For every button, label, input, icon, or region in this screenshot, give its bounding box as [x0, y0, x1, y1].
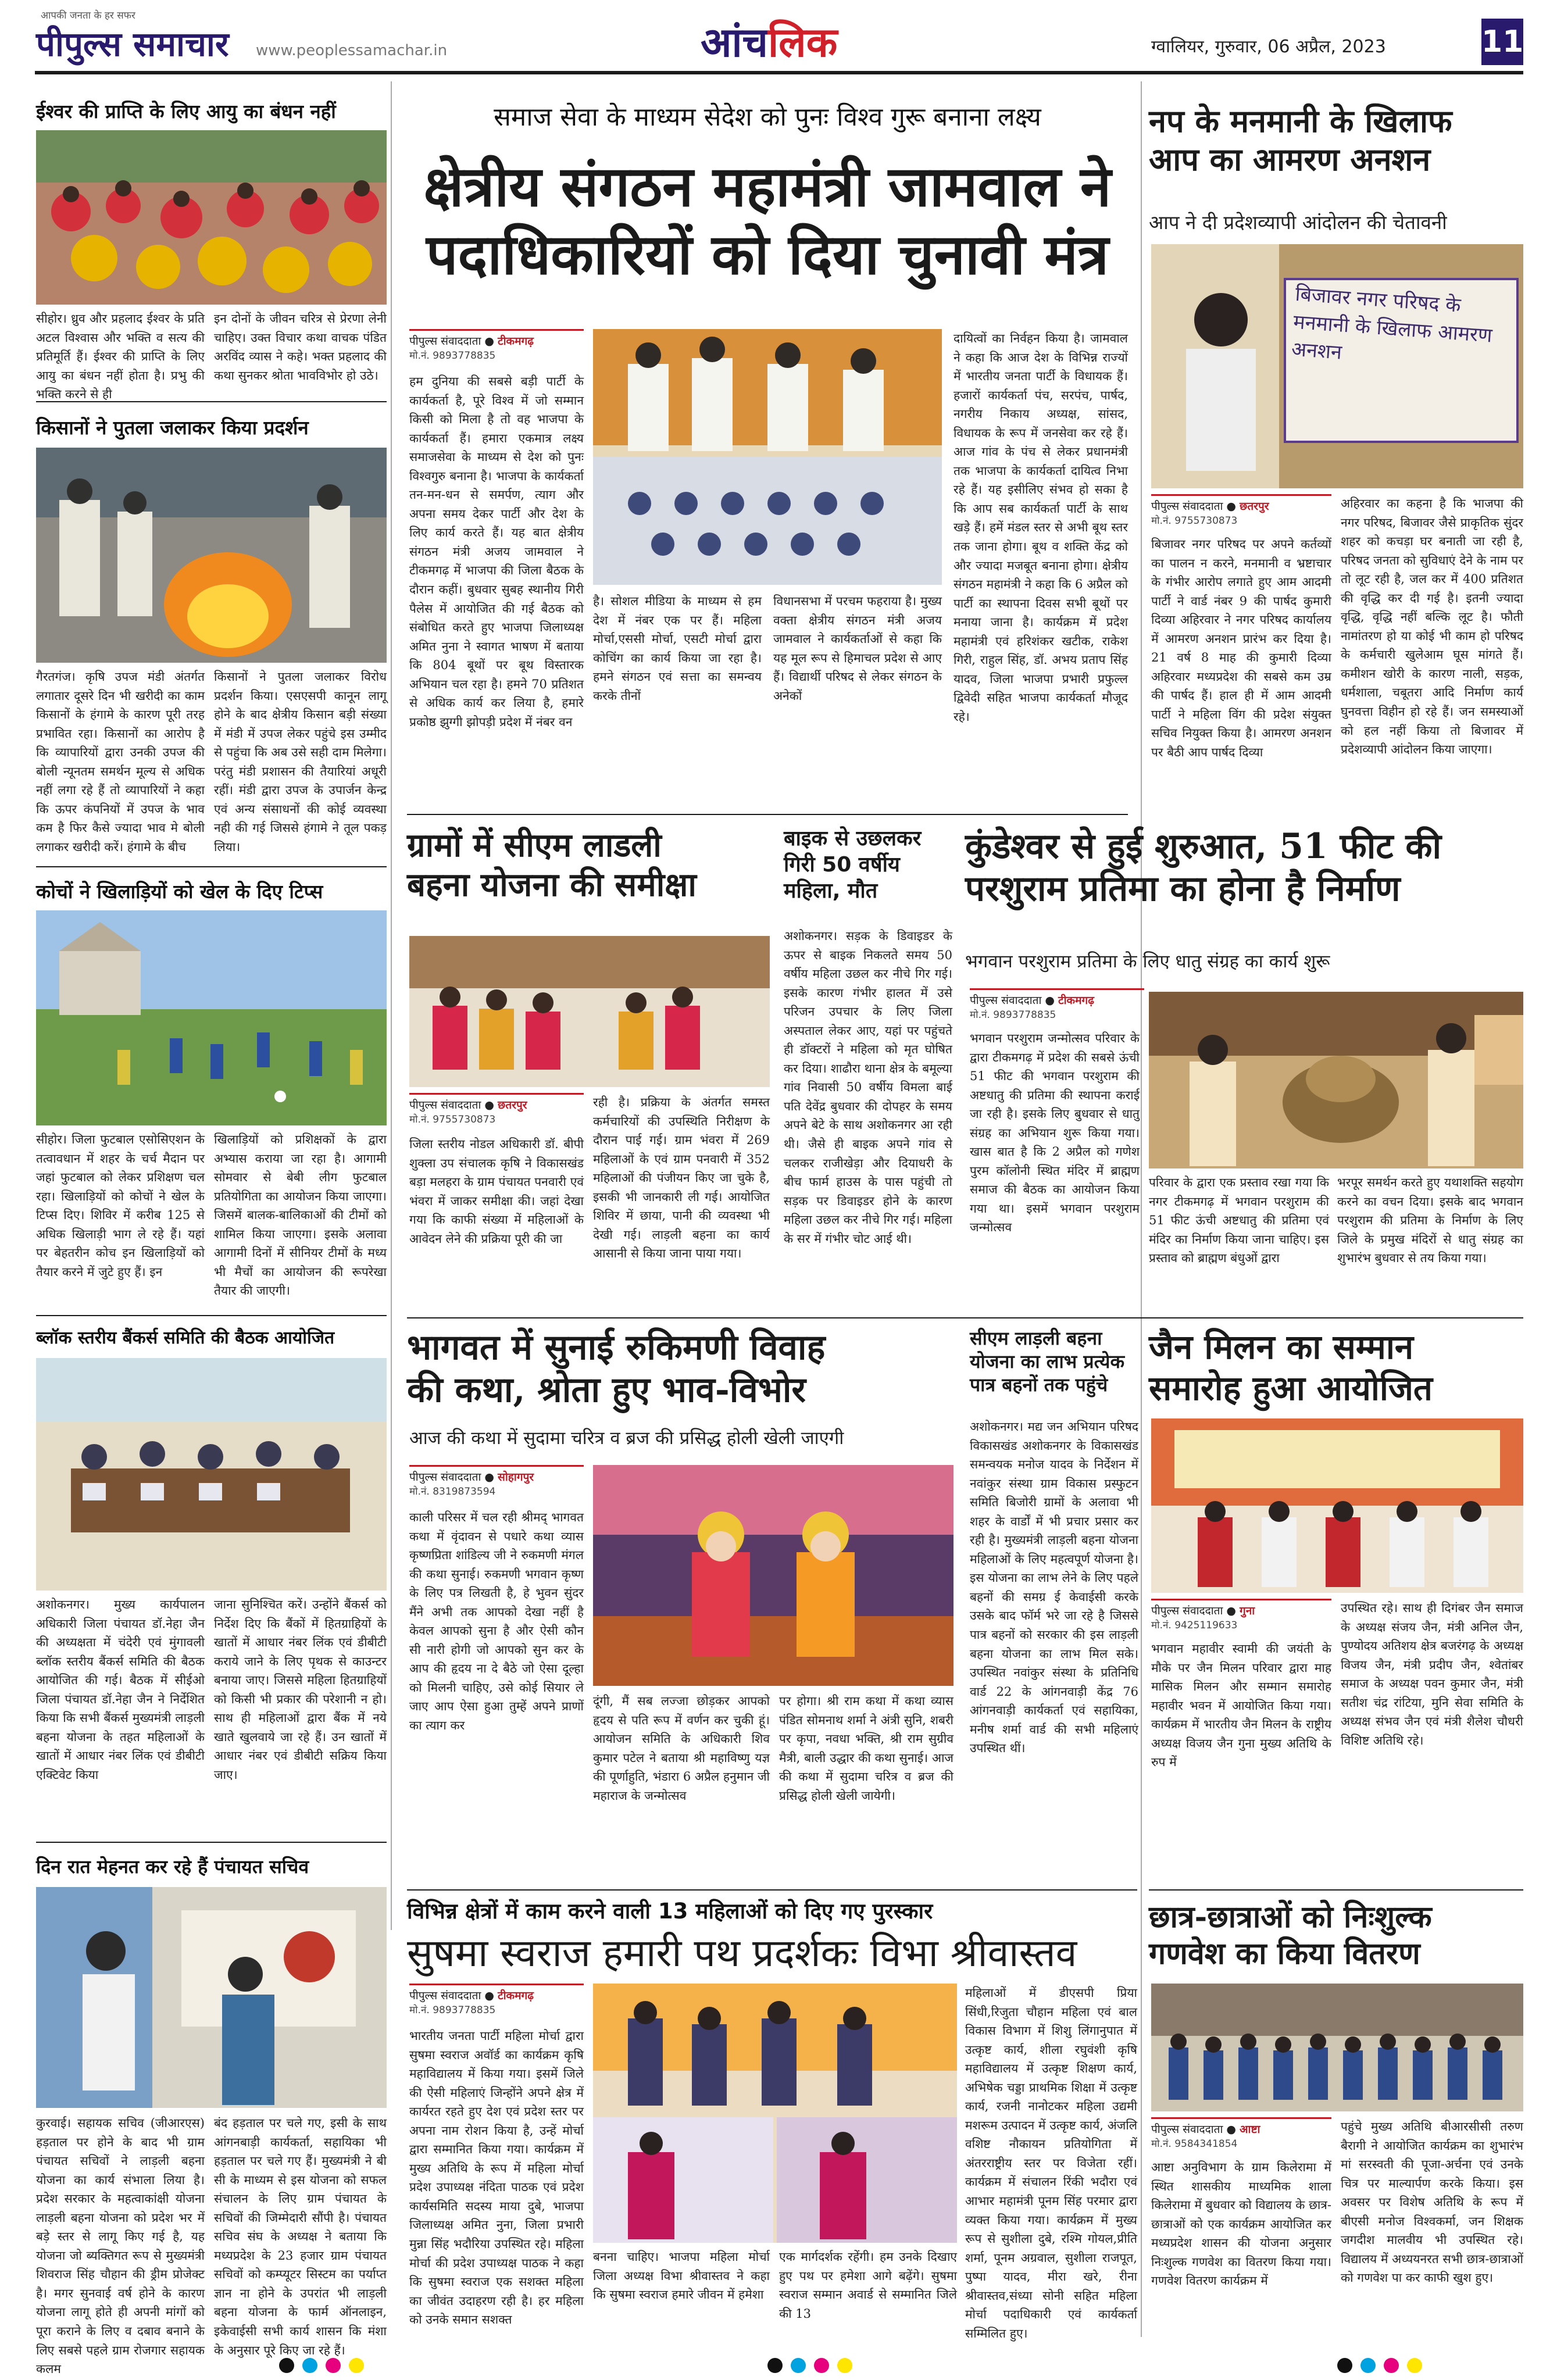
- headline-line-1: कुंडेश्वर से हुई शुरुआत, 51 फीट की: [965, 826, 1442, 867]
- article-headline[interactable]: [407, 826, 779, 905]
- byline-mobile: मो.नं. 9584341854: [1151, 2138, 1238, 2150]
- article-text: सीहोर। जिला फुटबाल एसोसिएशन के तत्वावधान में शहर के चर्च मैदान पर जहां फुटबाल को लेकर प्रशिक्षण चल रहा। खिलाड़ियों को कोचों ने खेल के टिप्स दिए। शिविर में करीब 125 से अधिक खिलाड़ी भाग ले रहे हैं। यहां पर बेहतरीन कोच इन खिलाड़ियों को तैयार करने में जुटे हुए हैं। इन: [36, 1132, 205, 1279]
- byline-mobile: मो.नं. 9893778835: [409, 350, 496, 362]
- article-text: कुरवाई। सहायक सचिव (जीआरएस) हड़ताल पर होने के बाद भी ग्राम पंचायत सचिवों ने लाड़ली बहना योजना का कार्य संभाला लिया है। प्रदेश सरकार के महत्वाकांक्षी योजना लाड़ली बहना योजना को प्रदेश भर में बड़े स्तर से लागू किए गई है, यह योजना जो ब्यक्तिगत रूप से मुख्यमंत्री शिवराज सिंह चौहान की ड्रीम प्रोजेक्ट है। मगर सुनवाई वर्ष होने के कारण योजना लागू होते ही अपनी मांगों को पूरा कराने के लिए व दबाव बनाने के लिए सबसे पहले ग्राम रोजगार सहायक कलम: [36, 2116, 205, 2377]
- byline-mobile: मो.नं. 9893778835: [970, 1009, 1056, 1021]
- photo-jain-milan-stage: [1151, 1418, 1523, 1593]
- headline-line-1: बाइक से उछलकर: [784, 827, 922, 850]
- article-divider: [407, 814, 1128, 815]
- lead-headline[interactable]: [407, 152, 1128, 288]
- article-text: अहिरवार का कहना है कि भाजपा की नगर परिषद, बिजावर जैसे प्राकृतिक सुंदर शहर को कचड़ा घर बनाती जा रही है, परिषद जनता को सुविधाएं देने के नाम पर तो लूट रही है, जल कर में 400 प्रतिशत की वृद्धि कर दी गई है। इतनी ज्यादा वृद्धि, वृद्धि नहीं बल्कि लूट है। फौती नामांतरण हो या कोई भी काम हो परिषद के कर्मचारी खुलेआम घूस मांगते हैं। कमीशन खोरी के कारण नाली, सड़क, धर्मशाला, चबूतरा आदि निर्माण कार्य घुनवत्ता विहीन हो रहे हैं। जन समस्याओं को हल नहीं किया तो बिजावर में प्रदेशव्यापी आंदोलन किया जाएगा।: [1341, 496, 1523, 757]
- byline-desk: पीपुल्स संवाददाता: [1151, 500, 1223, 513]
- headline-line-1: सीएम लाड़ली बहना: [970, 1327, 1102, 1349]
- article-text: दूंगी, मैं सब लज्जा छोड़कर आपको हृदय से पति रूप में वर्णन कर चुकी हूं। आयोजन समिति के अधिकारी शिव कुमार पटेल ने बताया श्री महाविष्णु यज्ञ की पूर्णाहुति, भंडारा 6 अप्रैल हनुमान जी महाराज के जन्मोत्सव: [593, 1694, 770, 1803]
- photo-panchayat-secretaries: [36, 1887, 387, 2108]
- article-headline[interactable]: किसानों ने पुतला जलाकर किया प्रदर्शन: [36, 416, 309, 439]
- byline-mobile: मो.नं. 9755730873: [1151, 515, 1238, 527]
- byline-desk: पीपुल्स संवाददाता: [970, 994, 1042, 1007]
- photo-football-practice: [36, 910, 387, 1125]
- headline-line-3: पात्र बहनों तक पहुंचे: [970, 1374, 1108, 1396]
- article-divider: [36, 866, 387, 867]
- byline-place: टीकमगढ़: [498, 1989, 534, 2002]
- article-subheadline: आप ने दी प्रदेशव्यापी आंदोलन की चेतावनी: [1149, 211, 1447, 234]
- article-divider: [36, 1315, 387, 1316]
- article-text: भगवान महावीर स्वामी की जयंती के मौके पर जैन मिलन परिवार द्वारा माह मासिक मिलन और सम्मान समारोह महावीर भवन में आयोजित किया गया। कार्यक्रम में भारतीय जैन मिलन के राष्ट्रीय अध्यक्ष विजय जैन गुना मुख्य अतिथि के रुप में: [1151, 1642, 1331, 1770]
- section-title-part-1: आंच: [701, 18, 768, 66]
- article-text: बनना चाहिए। भाजपा महिला मोर्चा जिला अध्यक्ष विभा श्रीवास्तव ने कहा कि सुषमा स्वराज हमारे जीवन में हमेशा: [593, 2250, 770, 2302]
- registration-mark: [1384, 2358, 1399, 2373]
- article-text: पर होगा। श्री राम कथा में कथा व्यास पंडित सोमनाथ शर्मा ने अंत्री सुनि, शबरी पर कृपा, नवधा भक्ति, श्री राम सुग्रीव मैत्री, बाली उद्धार की कथा सुनाई। आज की कथा में सुदामा चरित्र व ब्रज की प्रसिद्ध होली खेली जायेगी।: [779, 1694, 954, 1803]
- headline-line-2: की कथा, श्रोता हुए भाव-विभोर: [407, 1370, 806, 1411]
- article-divider: [407, 1889, 1137, 1891]
- article-text: इन दोनों के जीवन चरित्र से प्रेरणा लेनी चाहिए। उक्त विचार कथा वाचक पंडित अरविंद व्यास ने कहे। भक्त प्रहलाद की कथा सुनकर श्रोता भावविभोर हो उठे।: [214, 312, 387, 383]
- headline-line-1: जैन मिलन का सम्मान: [1149, 1327, 1414, 1367]
- article-headline[interactable]: [407, 1327, 954, 1411]
- masthead-tagline: आपकी जनता के हर सफर: [41, 10, 135, 22]
- article-byline: पीपुल्स संवाददाता ● छतरपुर मो.नं. 9755730873: [1151, 494, 1331, 527]
- column-divider: [391, 81, 392, 1930]
- article-headline[interactable]: [1149, 1899, 1523, 1972]
- byline-place: टीकमगढ़: [498, 335, 534, 348]
- page-number: 11: [1481, 19, 1523, 65]
- registration-mark: [279, 2358, 294, 2373]
- headline-line-1: नप के मनमानी के खिलाफ: [1149, 102, 1452, 140]
- photo-effigy-burning: [36, 448, 387, 663]
- article-text: विधानसभा में परचम फहराया है। मुख्य वक्ता क्षेत्रीय संगठन मंत्री अजय जामवाल ने कार्यकर्ताओं से कहा कि यह मूल रूप से हिमाचल प्रदेश से आए हैं। विद्यार्थी परिषद से लेकर संगठन के अनेकों: [773, 594, 942, 703]
- article-text: बिजावर नगर परिषद पर अपने कर्तव्यों का पालन न करने, मनमानी व भ्रष्टाचार के गंभीर आरोप लगाते हुए आम आदमी पार्टी ने वार्ड नंबर 9 की पार्षद कुमारी दिव्या अहिरवार ने नगर परिषद कार्यालय में आमरण अनशन प्रारंभ कर दिया है। 21 वर्ष 8 माह की कुमारी दिव्या अहिरवार मध्यप्रदेश की सबसे कम उम्र की पार्षद हैं। हाल ही में आम आदमी पार्टी ने महिला विंग की प्रदेश संयुक्त सचिव नियुक्त किया है। आमरण अनशन पर बैठी आप पार्षद दिव्या: [1151, 537, 1331, 760]
- article-headline[interactable]: ब्लॉक स्तरीय बैंकर्स समिति की बैठक आयोजित: [36, 1328, 335, 1348]
- photo-ladli-behna-review: [409, 936, 770, 1087]
- byline-mobile: मो.नं. 9755730873: [409, 1114, 496, 1125]
- article-text: अशोकनगर। मद्य जन अभियान परिषद विकासखंड अशोकनगर के विकासखंड समन्वयक मनोज यादव के निर्देशन में नवांकुर संस्था ग्राम विकास प्रस्फुटन समिति बिजोरी ग्रामों के अलावा भी शहर के वार्डों में भी प्रचार प्रसार कर रही है। मुख्यमंत्री लाड़ली बहना योजना महिलाओं के लिए महत्वपूर्ण योजना है। इस योजना का लाभ लेने के लिए पहले बहनों की समग्र ई केवाईसी करके उसके बाद फॉर्म भरे जा रहे है जिससे पात्र बहनों को सरकार की इस लाड़ली बहना योजना का लाभ मिल सके। उपस्थित नवांकुर संस्था के प्रतिनिधि वार्ड 22 के आंगनवाड़ी केंद्र 76 आंगनवाड़ी कार्यकर्ता एवं सहायिका, मनीष शर्मा वार्ड की सभी महिलाएं उपस्थित थीं।: [970, 1420, 1138, 1756]
- article-text: जाना सुनिश्चित करें। उन्होंने बैंकर्स को निर्देश दिए कि बैंकों में हितग्राहियों के खातों में आधार नंबर लिंक एवं डीबीटी कराये जाने के लिए पृथक से काउन्टर बनाया जाए। जिससे महिला हितग्राहियों को किसी भी प्रकार की परेशानी न हो। साथ ही महिलाओं द्वारा बैंक में नये खाते खुलवाये जा रहे हैं। उन खातों में आधार नंबर एवं डीबीटी सक्रिय किया जाए।: [214, 1598, 387, 1782]
- article-byline: पीपुल्स संवाददाता ● सोहागपुर मो.नं. 8319873594: [409, 1465, 584, 1498]
- article-byline: पीपुल्स संवाददाता ● टीकमगढ़ मो.नं. 9893778835: [970, 988, 1144, 1021]
- headline-line-2: समारोह हुआ आयोजित: [1149, 1368, 1433, 1408]
- byline-place: टीकमगढ़: [1058, 994, 1094, 1007]
- article-text: अशोकनगर। मुख्य कार्यपालन अधिकारी जिला पंचायत डॉ.नेहा जैन की अध्यक्षता में चंदेरी एवं मुंगावली ब्लॉक स्तरीय बैंकर्स समिति की बैठक आयोजित की गई। बैठक में सीईओ जिला पंचायत डॉ.नेहा जैन ने निर्देशित किया कि सभी बैंकर्स मुख्यमंत्री लाड़ली बहना योजना के तहत महिलाओं के खातों में आधार नंबर लिंक एवं डीबीटी एक्टिवेट किया: [36, 1598, 205, 1782]
- photo-bankers-meeting: [36, 1358, 387, 1591]
- article-headline[interactable]: कोचों ने खिलाड़ियों को खेल के दिए टिप्स: [36, 880, 323, 903]
- byline-mobile: मो.नं. 9893778835: [409, 2004, 496, 2016]
- article-byline: पीपुल्स संवाददाता ● गुना मो.नं. 9425119633: [1151, 1599, 1331, 1631]
- byline-place: गुना: [1240, 1604, 1255, 1617]
- lead-headline-line-2: पदाधिकारियों को दिया चुनावी मंत्र: [426, 221, 1109, 288]
- article-headline[interactable]: [965, 826, 1523, 910]
- byline-desk: पीपुल्स संवाददाता: [1151, 2123, 1223, 2136]
- bottom-headline[interactable]: सुषमा स्वराज हमारी पथ प्रदर्शकः विभा श्रीवास्तव: [407, 1931, 1077, 1975]
- registration-mark: [1337, 2358, 1352, 2373]
- byline-place: सोहागपुर: [498, 1471, 534, 1484]
- byline-desk: पीपुल्स संवाददाता: [409, 335, 481, 348]
- article-text: जिला स्तरीय नोडल अधिकारी डॉ. बीपी शुक्ला उप संचालक कृषि ने विकासखंड बड़ा मलहरा के ग्राम पंचायत पनवारी एवं भंवरा में जाकर समीक्षा की। जहां देखा गया कि काफी संख्या में महिलाओं के आवेदन लेने की प्रक्रिया पूरी की जा: [409, 1137, 584, 1246]
- article-text: महिलाओं में डीएसपी प्रिया सिंधी,रिजुता चौहान महिला एवं बाल विकास विभाग में शिशु लिंगानुपात में उत्कृष्ट कार्य, शीला रघुवंशी कृषि महाविद्यालय में उत्कृष्ट शिक्षण कार्य, अभिषेक चड्डा प्राथमिक शिक्षा में उत्कृष्ट कार्य, रजनी नानोटकर महिला उद्यमी मशरूम उत्पादन में उत्कृष्ट कार्य, अंजलि वशिष्ट नौकायन प्रतियोगिता में अंतरराष्ट्रीय स्तर पर विजेता रहीं। कार्यक्रम में संचालन रिंकी भदौरा एवं आभार महामंत्री पूनम सिंह परमार द्वारा व्यक्त किया गया। कार्यक्रम में मुख्य रूप से सुशीला दुबे, रश्मि गोयल,प्रीति शर्मा, पूनम अग्रवाल, सुशीला राजपूत, पुष्पा यादव, मीरा खरे, रीना श्रीवास्तव,संध्या सोनी सहित महिला मोर्चा पदाधिकारी एवं कार्यकर्ता सम्मिलित हुए।: [965, 1986, 1137, 2340]
- masthead-logo[interactable]: पीपुल्स समाचार: [36, 24, 229, 64]
- photo-bjp-meeting: [593, 329, 942, 585]
- headline-line-1: छात्र-छात्राओं को निःशुल्क: [1149, 1899, 1432, 1935]
- article-divider: [36, 1842, 387, 1843]
- article-text: काली परिसर में चल रही श्रीमद् भागवत कथा में वृंदावन से पधारे कथा व्यास कृष्णप्रिता शांडिल्य जी ने रुकमणी मंगल की कथा सुनाई। रुकमणी भगवान कृष्ण के लिए पत्र लिखती है, हे भुवन सुंदर मैंने अभी तक आपको देखा नहीं है केवल आपको सुना है और ऐसी कौन सी नारी होगी जो आपको सुन कर के आप की हृदय ना दे बैठे जो ऐसा दूल्हा को मिलनी चाहिए, उसे कोई सियार ले जाए आप ऐसा हुआ तुम्हें अपने प्राणों का त्याग कर: [409, 1510, 584, 1733]
- article-headline[interactable]: [1149, 1327, 1523, 1409]
- article-text: सीहोर। ध्रुव और प्रहलाद ईश्वर के प्रति अटल विश्वास और भक्ति व सत्य की प्रतिमूर्ति हैं। ईश्वर की प्राप्ति के लिए आयु का बंधन नहीं होता है। प्रभु की भक्ति करने से ही: [36, 312, 205, 402]
- website-link[interactable]: www.peoplessamachar.in: [256, 42, 448, 59]
- headline-line-1: भागवत में सुनाई रुकिमणी विवाह: [407, 1327, 826, 1368]
- registration-mark: [1360, 2358, 1376, 2373]
- registration-mark: [767, 2358, 783, 2373]
- article-text: किसानों ने पुतला जलाकर विरोध प्रदर्शन किया। एसएसपी कानून लागू होने के बाद क्षेत्रीय किसान बड़ी संख्या में मंडी में उपज लेकर पहुंचे इस उम्मीद से पहुंचा कि अब उसे सही दाम मिलेगा। परंतु मंडी प्रशासन की तैयारियां अधूरी रहीं। मंडी द्वारा उपज के उपार्जन केन्द्र एवं अन्य संसाधनों की कोई व्यवस्था नही की गई जिससे हंगामे ने तूल पकड़ लिया।: [214, 670, 387, 854]
- article-text: खिलाड़ियों को प्रशिक्षकों के द्वारा अभ्यास कराया जा रहा है। आगामी सोमवार से बेबी लीग फुटबाल प्रतियोगिता का आयोजन किया जाएगा। जिसमें बालक-बालिकाओं की टीमों को शामिल किया जाएगा। इसके अलावा आगामी दिनों में सीनियर टीमों के मध्य भी मैचों का आयोजन की रूपरेखा तैयार की जाएगी।: [214, 1132, 387, 1298]
- registration-mark: [814, 2358, 829, 2373]
- byline-place: छतरपुर: [498, 1099, 527, 1112]
- article-text: परिवार के द्वारा एक प्रस्ताव रखा गया कि नगर टीकमगढ़ में भगवान परशुराम की 51 फीट ऊंची अष्टधातु की प्रतिमा एवं मंदिर का निर्माण किया जाना चाहिए। इस प्रस्ताव को ब्राह्मण बंधुओं द्वारा: [1149, 1175, 1329, 1266]
- byline-desk: पीपुल्स संवाददाता: [1151, 1604, 1223, 1617]
- article-text: गैरतगंज। कृषि उपज मंडी अंतर्गत लगातार दूसरे दिन भी खरीदी का काम किसानों के हंगामे के कारण पूरी तरह प्रभावित रहा। किसानों का आरोप है कि व्यापारियों द्वारा उनकी उपज की बोली न्यूनतम समर्थन मूल्य से अधिक नहीं लगा रहे हैं तो व्यापारियों ने कहा कि ऊपर कंपनियों में उपज के भाव कम है फिर कैसे ज्यादा भाव मे बोली लगाकर खरीदी करें। हंगामे के बीच: [36, 670, 205, 854]
- article-text: उपस्थित रहे। साथ ही दिगंबर जैन समाज के अध्यक्ष संजय जैन, मंत्री अनिल जैन, पुण्योदय अतिशय क्षेत्र बजरंगढ़ के अध्यक्ष विजय जैन, मंत्री प्रदीप जैन, श्वेतांबर समाज के अध्यक्ष पवन कुमार जैन, मंत्री सतीश चंद्र रांटिया, मुनि सेवा समिति के अध्यक्ष संभव जैन एवं मंत्री शैलेश चौधरी विशिष्ट अतिथि रहे।: [1341, 1601, 1523, 1748]
- byline-desk: पीपुल्स संवाददाता: [409, 1471, 481, 1484]
- registration-mark: [791, 2358, 806, 2373]
- registration-mark: [326, 2358, 341, 2373]
- photo-award-ceremony: [593, 1984, 957, 2243]
- article-text: भगवान परशुराम जन्मोत्सव परिवार के द्वारा टीकमगढ़ में प्रदेश की सबसे ऊंची 51 फीट की भगवान परशुराम की अष्टधातु की प्रतिमा की स्थापना कराई जा रही है। इसके लिए बुधवार से धातु संग्रह का अभियान शुरू किया गया। खास बात है कि 2 अप्रैल को गणेश पुरम कॉलोनी स्थित मंदिर में ब्राह्मण समाज की बैठक का आयोजन किया गया था। इसमें भगवान परशुराम जन्मोत्सव: [970, 1031, 1140, 1235]
- header-rule: [35, 71, 1523, 74]
- lead-kicker: समाज सेवा के माध्यम सेदेश को पुनः विश्व गुरू बनाना लक्ष्य: [494, 102, 1041, 132]
- article-divider: [36, 401, 387, 402]
- headline-line-3: महिला, मौत: [784, 879, 878, 903]
- column-divider: [1141, 81, 1142, 2337]
- article-headline[interactable]: [1149, 102, 1523, 179]
- article-text: हम दुनिया की सबसे बड़ी पार्टी के कार्यकर्ता है, पूरे विश्व में जो सम्मान किसी को मिला है तो वह भाजपा के कार्यकर्ता हैं। हमारा एकमात्र लक्ष्य समाजसेवा के माध्यम से देश को पुनः विश्वगुरु बनाना है। भाजपा के कार्यकर्ता तन-मन-धन से समर्पण, त्याग और अपना समय देकर पार्टी और देश के लिए कार्य करते हैं। यह बात क्षेत्रीय संगठन मंत्री अजय जामवाल ने टीकमगढ़ में भाजपा की जिला बैठक के दौरान कहीं। बुधवार सुबह स्थानीय गिरी पैलेस में आयोजित की गई बैठक को संबोधित करते हुए भाजपा जिलाध्यक्ष अमित नुना ने स्वागत भाषण में बताया कि 804 बूथों पर बूथ विस्तारक अभियान चल रहा है। हमने 70 प्रतिशत से अधिक कार्य कर लिया है, हमारे प्रकोष्ठ झुग्गी झोपड़ी प्रदेश में नंबर वन: [409, 374, 584, 729]
- photo-women-gathering: [36, 130, 387, 305]
- article-byline: पीपुल्स संवाददाता ● आष्टा मो.नं. 9584341854: [1151, 2117, 1331, 2150]
- article-text: अशोकनगर। सड़क के डिवाइडर के ऊपर से बाइक निकलते समय 50 वर्षीय महिला उछल कर नीचे गिर गई। इसके कारण गंभीर हालत में उसे परिजन उपचार के लिए जिला अस्पताल लेकर आए, यहां पर पहुंचते ही डॉक्टरों ने महिला को मृत घोषित कर दिया। शाढौरा थाना क्षेत्र के बमूल्या गांव निवासी 50 वर्षीय विमला बाई पति देवेंद्र बुधवार की दोपहर के समय अपने बेटे के साथ अशोकनगर आ रही थी। जैसे ही बाइक अपने गांव से चलकर राजीखेड़ा और दियाधरी के बीच फार्म हाउस के पास पहुंची तो सड़क पर डिवाइडर होने के कारण महिला उछल कर नीचे गिर गई। महिला के सर में गंभीर चोट आई थी।: [784, 929, 952, 1246]
- byline-place: आष्टा: [1240, 2123, 1260, 2136]
- section-title-part-2: लिक: [768, 18, 838, 66]
- article-divider: [407, 1317, 1523, 1318]
- byline-mobile: मो.नं. 9425119633: [1151, 1620, 1238, 1631]
- photo-rukmini-wedding-tableau: [593, 1465, 954, 1686]
- article-headline[interactable]: दिन रात मेहनत कर रहे हैं पंचायत सचिव: [36, 1856, 309, 1878]
- headline-line-2: गिरी 50 वर्षीय: [784, 853, 900, 877]
- article-text: आष्टा अनुविभाग के ग्राम किलेरामा में स्थित शासकीय माध्यमिक शाला किलेरामा में बुधवार को विद्यालय के छात्र-छात्राओं को एक कार्यक्रम आयोजित कर मध्यप्रदेश शासन की योजना अनुसार निःशुल्क गणवेश का वितरण किया गया। गणवेश वितरण कार्यक्रम में: [1151, 2160, 1331, 2288]
- article-headline[interactable]: [970, 1327, 1138, 1396]
- article-text: पहुंचे मुख्य अतिथि बीआरसीसी तरुण बैरागी ने आयोजित कार्यक्रम का शुभारंभ मां सरस्वती की पूजा-अर्चना एवं उनके चित्र पर माल्यार्पण करके किया। इस अवसर पर विशेष अतिथि के रूप में बीएसी मनोज विश्वकर्मा, जन शिक्षक जगदीश मालवीय भी उपस्थित रहे। विद्यालय में अध्ययनरत सभी छात्र-छात्राओं को गणवेश पा कर काफी खुश हुए।: [1341, 2120, 1523, 2285]
- headline-line-2: बहना योजना की समीक्षा: [407, 866, 697, 905]
- article-text: रही है। प्रक्रिया के अंतर्गत समस्त कर्मचारियों की उपस्थिति निरीक्षण के दौरान पाई गई। ग्राम भंवरा में 269 महिलाओं के एवं ग्राम पनवारी में 352 महिलाओं की पंजीयन किए जा चुके है, इसकी भी जानकारी ली गई। आयोजित शिविर में छाया, पानी की व्यवस्था भी देखी गई। लाड़ली बहना का कार्य आसानी से किया जाना पाया गया।: [593, 1095, 770, 1261]
- issue-date: ग्वालियर, गुरुवार, 06 अप्रैल, 2023: [1151, 37, 1386, 57]
- headline-line-1: ग्रामों में सीएम लाडली: [407, 826, 662, 864]
- article-divider: [1149, 1889, 1523, 1891]
- article-headline[interactable]: ईश्वर की प्राप्ति के लिए आयु का बंधन नहीं: [36, 100, 336, 123]
- photo-uniform-distribution: [1151, 1984, 1523, 2111]
- section-title: [701, 13, 837, 69]
- article-text: भरपूर समर्थन करते हुए यथाशक्ति सहयोग करने का वचन दिया। इसके बाद भगवान परशुराम की प्रतिमा के निर्माण के लिए जिले के प्रमुख मंदिरों से धातु संग्रह का शुभारंभ बुधवार से तय किया गया।: [1337, 1175, 1523, 1266]
- article-headline[interactable]: [784, 826, 952, 904]
- article-text: एक मार्गदर्शक रहेंगी। हम उनके दिखाए हुए पथ पर हमेशा आगे बढ़ेंगे। सुषमा स्वराज सम्मान अवार्ड से सम्मानित जिले की 13: [779, 2250, 957, 2321]
- byline-mobile: मो.नं. 8319873594: [409, 1486, 496, 1498]
- byline-desk: पीपुल्स संवाददाता: [409, 1099, 481, 1112]
- article-text: है। सोशल मीडिया के माध्यम से हम देश में नंबर एक पर हैं। महिला मोर्चा,एससी मोर्चा, एसटी मोर्चा द्वारा कोचिंग का कार्य किया जा रहा है। हमने संगठन एवं सत्ता का समन्वय करके तीनों: [593, 594, 762, 703]
- registration-mark: [1407, 2358, 1422, 2373]
- registration-mark: [837, 2358, 852, 2373]
- bottom-kicker: विभिन्न क्षेत्रों में काम करने वाली 13 महिलाओं को दिए गए पुरस्कार: [407, 1899, 933, 1924]
- byline-place: छतरपुर: [1240, 500, 1269, 513]
- headline-line-2: गणवेश का किया वितरण: [1149, 1936, 1420, 1972]
- article-byline: पीपुल्स संवाददाता ● छतरपुर मो.नं. 9755730873: [409, 1093, 584, 1125]
- registration-mark: [302, 2358, 317, 2373]
- article-subheadline: आज की कथा में सुदामा चरित्र व ब्रज की प्रसिद्ध होली खेली जाएगी: [409, 1428, 844, 1449]
- article-text: भारतीय जनता पार्टी महिला मोर्चा द्वारा सुषमा स्वराज अवॉर्ड का कार्यक्रम कृषि महाविद्यालय में किया गया। इसमें जिले की ऐसी महिलाएं जिन्होंने अपने क्षेत्र में कार्यरत रहते हुए देश एवं प्रदेश स्तर पर अपना नाम रोशन किया है, उन्हें मोर्चा द्वारा सम्मानित किया गया। कार्यक्रम में मुख्य अतिथि के रूप में महिला मोर्चा प्रदेश उपाध्यक्ष नंदिता पाठक एवं प्रदेश कार्यसमिति सदस्य माया दुबे, भाजपा जिलाध्यक्ष अमित नुना, जिला प्रभारी मुन्ना सिंह भदौरिया उपस्थित रहे। महिला मोर्चा की प्रदेश उपाध्यक्ष पाठक ने कहा कि सुषमा स्वराज एक सशक्त महिला का जीवंत उदाहरण रही है। हर महिला को उनके समान सशक्त: [409, 2029, 584, 2327]
- headline-line-2: आप का आमरण अनशन: [1149, 140, 1431, 178]
- photo-metal-collection: [1149, 992, 1523, 1168]
- byline-desk: पीपुल्स संवाददाता: [409, 1989, 481, 2002]
- article-text: बंद हड़ताल पर चले गए, इसी के साथ आंगनबाड़ी कार्यकर्ता, सहायिका भी हड़ताल पर चले गए हैं। मुख्यमंत्री ने बी सी के माध्यम से इस योजना को सफल संचालन के लिए ग्राम पंचायत के सचिवों की जिम्मेदारी सौंपी है। पंचायत सचिव संघ के अध्यक्ष ने बताया कि मध्यप्रदेश के 23 हजार ग्राम पंचायत सचिवों को कम्प्यूटर सिस्टम का पर्याप्त ज्ञान ना होने के उपरांत भी लाड़ली बहना योजना के फार्म ऑनलाइन, इकेवाईसी सभी कार्य शासन कि मंशा के अनुसार पूरे किए जा रहे हैं।: [214, 2116, 387, 2357]
- article-subheadline: भगवान परशुराम प्रतिमा के लिए धातु संग्रह का कार्य शुरू: [965, 951, 1330, 972]
- lead-headline-line-1: क्षेत्रीय संगठन महामंत्री जामवाल ने: [423, 153, 1112, 219]
- headline-line-2: योजना का लाभ प्रत्येक: [970, 1350, 1125, 1373]
- registration-mark: [349, 2358, 364, 2373]
- article-text: दायित्वों का निर्वहन किया है। जामवाल ने कहा कि आज देश के विभिन्न राज्यों में भारतीय जनता पार्टी के विधायक हैं। हजारों कार्यकर्ता पंच, सरपंच, पार्षद, नगरीय निकाय अध्यक्ष, सांसद, विधायक के रूप में जनसेवा कर रहे हैं। आज गांव के पंच से लेकर प्रधानमंत्री तक भाजपा के कार्यकर्ता दायित्व निभा रहे हैं। यह इसीलिए संभव हो सका है कि आप सब कार्यकर्ता पार्टी के साथ खड़े हैं। हमें मंडल स्तर से अभी बूथ स्तर तक जाना होगा। बूथ व शक्ति केंद्र को और ज्यादा मजबूत बनाना होगा। क्षेत्रीय संगठन महामंत्री ने कहा कि 6 अप्रैल को पार्टी का स्थापना दिवस सभी बूथों पर मनाया जाना है। कार्यक्रम में प्रदेश महामंत्री एवं हरिशंकर खटीक, राकेश गिरी, राहुल सिंह, डॉ. अभय प्रताप सिंह यादव, जिला भाजपा प्रभारी प्रफुल्ल द्विवेदी सहित भाजपा कार्यकर्ता मौजूद रहे।: [954, 331, 1128, 724]
- headline-line-2: परशुराम प्रतिमा का होना है निर्माण: [965, 869, 1401, 910]
- hunger-strike-banner-text: बिजावर नगर परिषद के मनमानी के खिलाफ आमरण अनशन: [1290, 282, 1493, 364]
- article-byline: पीपुल्स संवाददाता ● टीकमगढ़ मो.नं. 9893778835: [409, 1984, 584, 2016]
- lead-byline: पीपुल्स संवाददाता ● टीकमगढ़ मो.नं. 9893778835: [409, 329, 584, 362]
